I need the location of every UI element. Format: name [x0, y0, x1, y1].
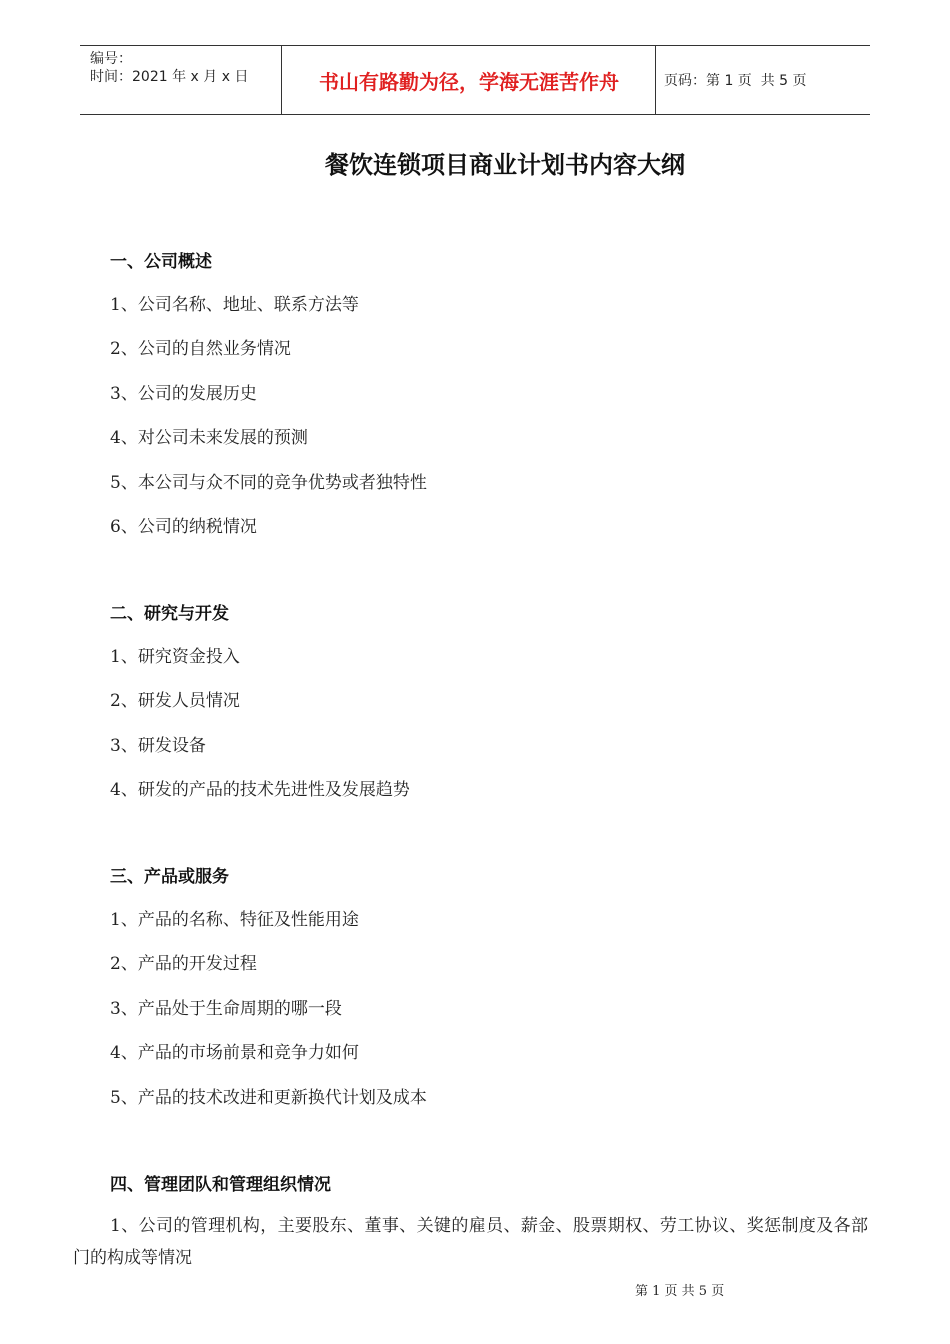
list-item: 1、研究资金投入 [110, 647, 240, 667]
section-heading: 一、公司概述 [110, 252, 212, 272]
date-label: 时间：2021 年 x 月 x 日 [90, 69, 249, 85]
header-page-info: 页码：第 1 页 共 5 页 [664, 73, 807, 89]
list-item: 2、公司的自然业务情况 [110, 339, 291, 359]
list-item: 3、研发设备 [110, 736, 206, 756]
list-item: 1、公司名称、地址、联系方法等 [110, 295, 359, 315]
list-item: 4、对公司未来发展的预测 [110, 428, 308, 448]
list-item: 1、产品的名称、特征及性能用途 [110, 910, 359, 930]
list-item: 3、公司的发展历史 [110, 384, 257, 404]
list-item: 4、研发的产品的技术先进性及发展趋势 [110, 780, 410, 800]
serial-number-label: 编号： [90, 51, 132, 67]
list-item: 4、产品的市场前景和竞争力如何 [110, 1043, 359, 1063]
list-item: 6、公司的纳税情况 [110, 517, 257, 537]
header-meta [90, 50, 248, 86]
header-motto: 书山有路勤为径，学海无涯苦作舟 [319, 69, 619, 94]
body-paragraph: 1、公司的管理机构，主要股东、董事、关键的雇员、薪金、股票期权、劳工协议、奖惩制度及各部门的构成等情况 [73, 1216, 868, 1268]
section-heading: 四、管理团队和管理组织情况 [110, 1175, 331, 1195]
section-heading: 二、研究与开发 [110, 604, 229, 624]
document-title: 餐饮连锁项目商业计划书内容大纲 [325, 151, 685, 179]
list-item: 3、产品处于生命周期的哪一段 [110, 999, 342, 1019]
header-divider [655, 46, 656, 114]
section-heading: 三、产品或服务 [110, 867, 229, 887]
page-footer: 第 1 页 共 5 页 [635, 1284, 725, 1299]
list-item: 5、产品的技术改进和更新换代计划及成本 [110, 1088, 427, 1108]
list-item: 5、本公司与众不同的竞争优势或者独特性 [110, 473, 427, 493]
list-item: 2、产品的开发过程 [110, 954, 257, 974]
list-item: 2、研发人员情况 [110, 691, 240, 711]
document-header [80, 45, 870, 115]
